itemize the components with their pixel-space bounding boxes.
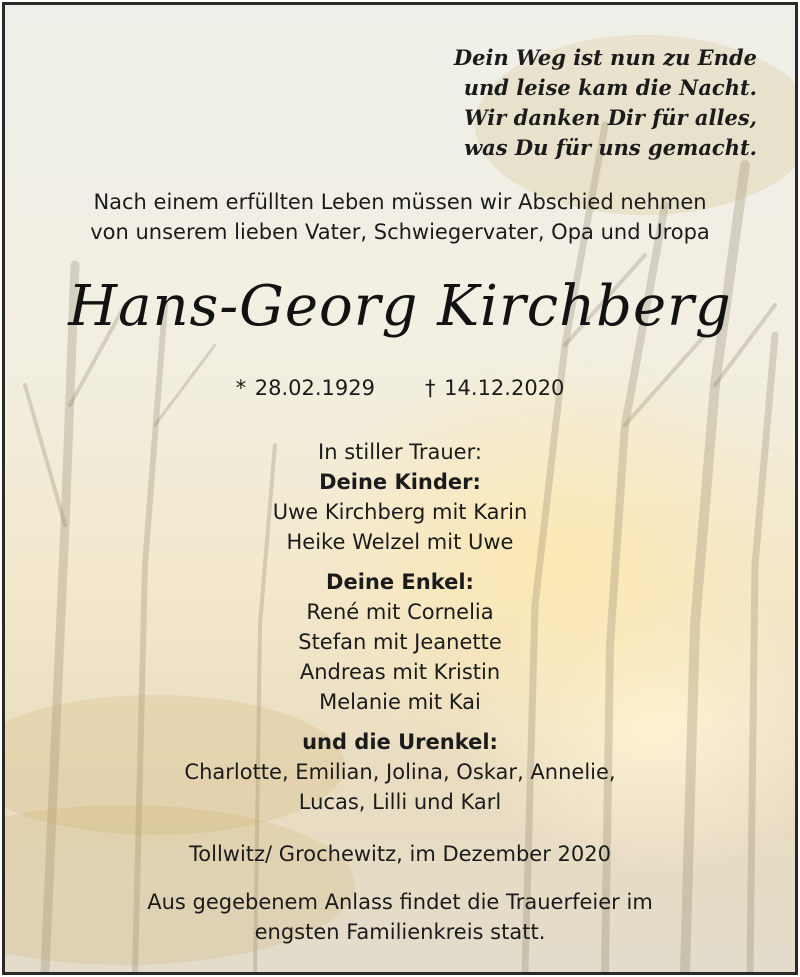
poem-line: was Du für uns gemacht. [464, 135, 757, 160]
child-entry: Uwe Kirchberg mit Karin [272, 500, 528, 524]
poem-line: Dein Weg ist nun zu Ende [453, 45, 757, 70]
funeral-note [5, 887, 795, 947]
poem-line: Wir danken Dir für alles, [464, 105, 757, 130]
child-entry: Heike Welzel mit Uwe [286, 530, 514, 554]
note-line: Aus gegebenem Anlass findet die Trauerfeier im [147, 890, 653, 914]
grandchild-entry: Andreas mit Kristin [299, 660, 501, 684]
deceased-name: Hans-Georg Kirchberg [68, 274, 732, 339]
grandchildren-heading: Deine Enkel: [326, 570, 474, 594]
life-dates [5, 373, 795, 403]
mourners-list [5, 437, 795, 817]
great-grandchildren-heading: und die Urenkel: [302, 730, 498, 754]
mourning-intro: In stiller Trauer: [318, 440, 482, 464]
great-grandchildren-entry: Lucas, Lilli und Karl [298, 790, 502, 814]
intro-text [5, 187, 795, 247]
great-grandchildren-entry: Charlotte, Emilian, Jolina, Oskar, Annelie, [184, 760, 616, 784]
intro-line: von unserem lieben Vater, Schwiegervater, Opa und Uropa [90, 220, 710, 244]
grandchild-entry: Melanie mit Kai [319, 690, 481, 714]
intro-line: Nach einem erfüllten Leben müssen wir Abschied nehmen [93, 190, 707, 214]
place-and-date: Tollwitz/ Grochewitz, im Dezember 2020 [189, 842, 611, 866]
birth-date: * 28.02.1929 [235, 376, 375, 400]
death-date: † 14.12.2020 [425, 376, 565, 400]
poem-line: und leise kam die Nacht. [463, 75, 757, 100]
grandchild-entry: Stefan mit Jeanette [298, 630, 502, 654]
grandchild-entry: René mit Cornelia [306, 600, 494, 624]
note-line: engsten Familienkreis statt. [254, 920, 546, 944]
obituary-notice [2, 2, 798, 975]
memorial-poem [454, 43, 757, 163]
children-heading: Deine Kinder: [319, 470, 481, 494]
